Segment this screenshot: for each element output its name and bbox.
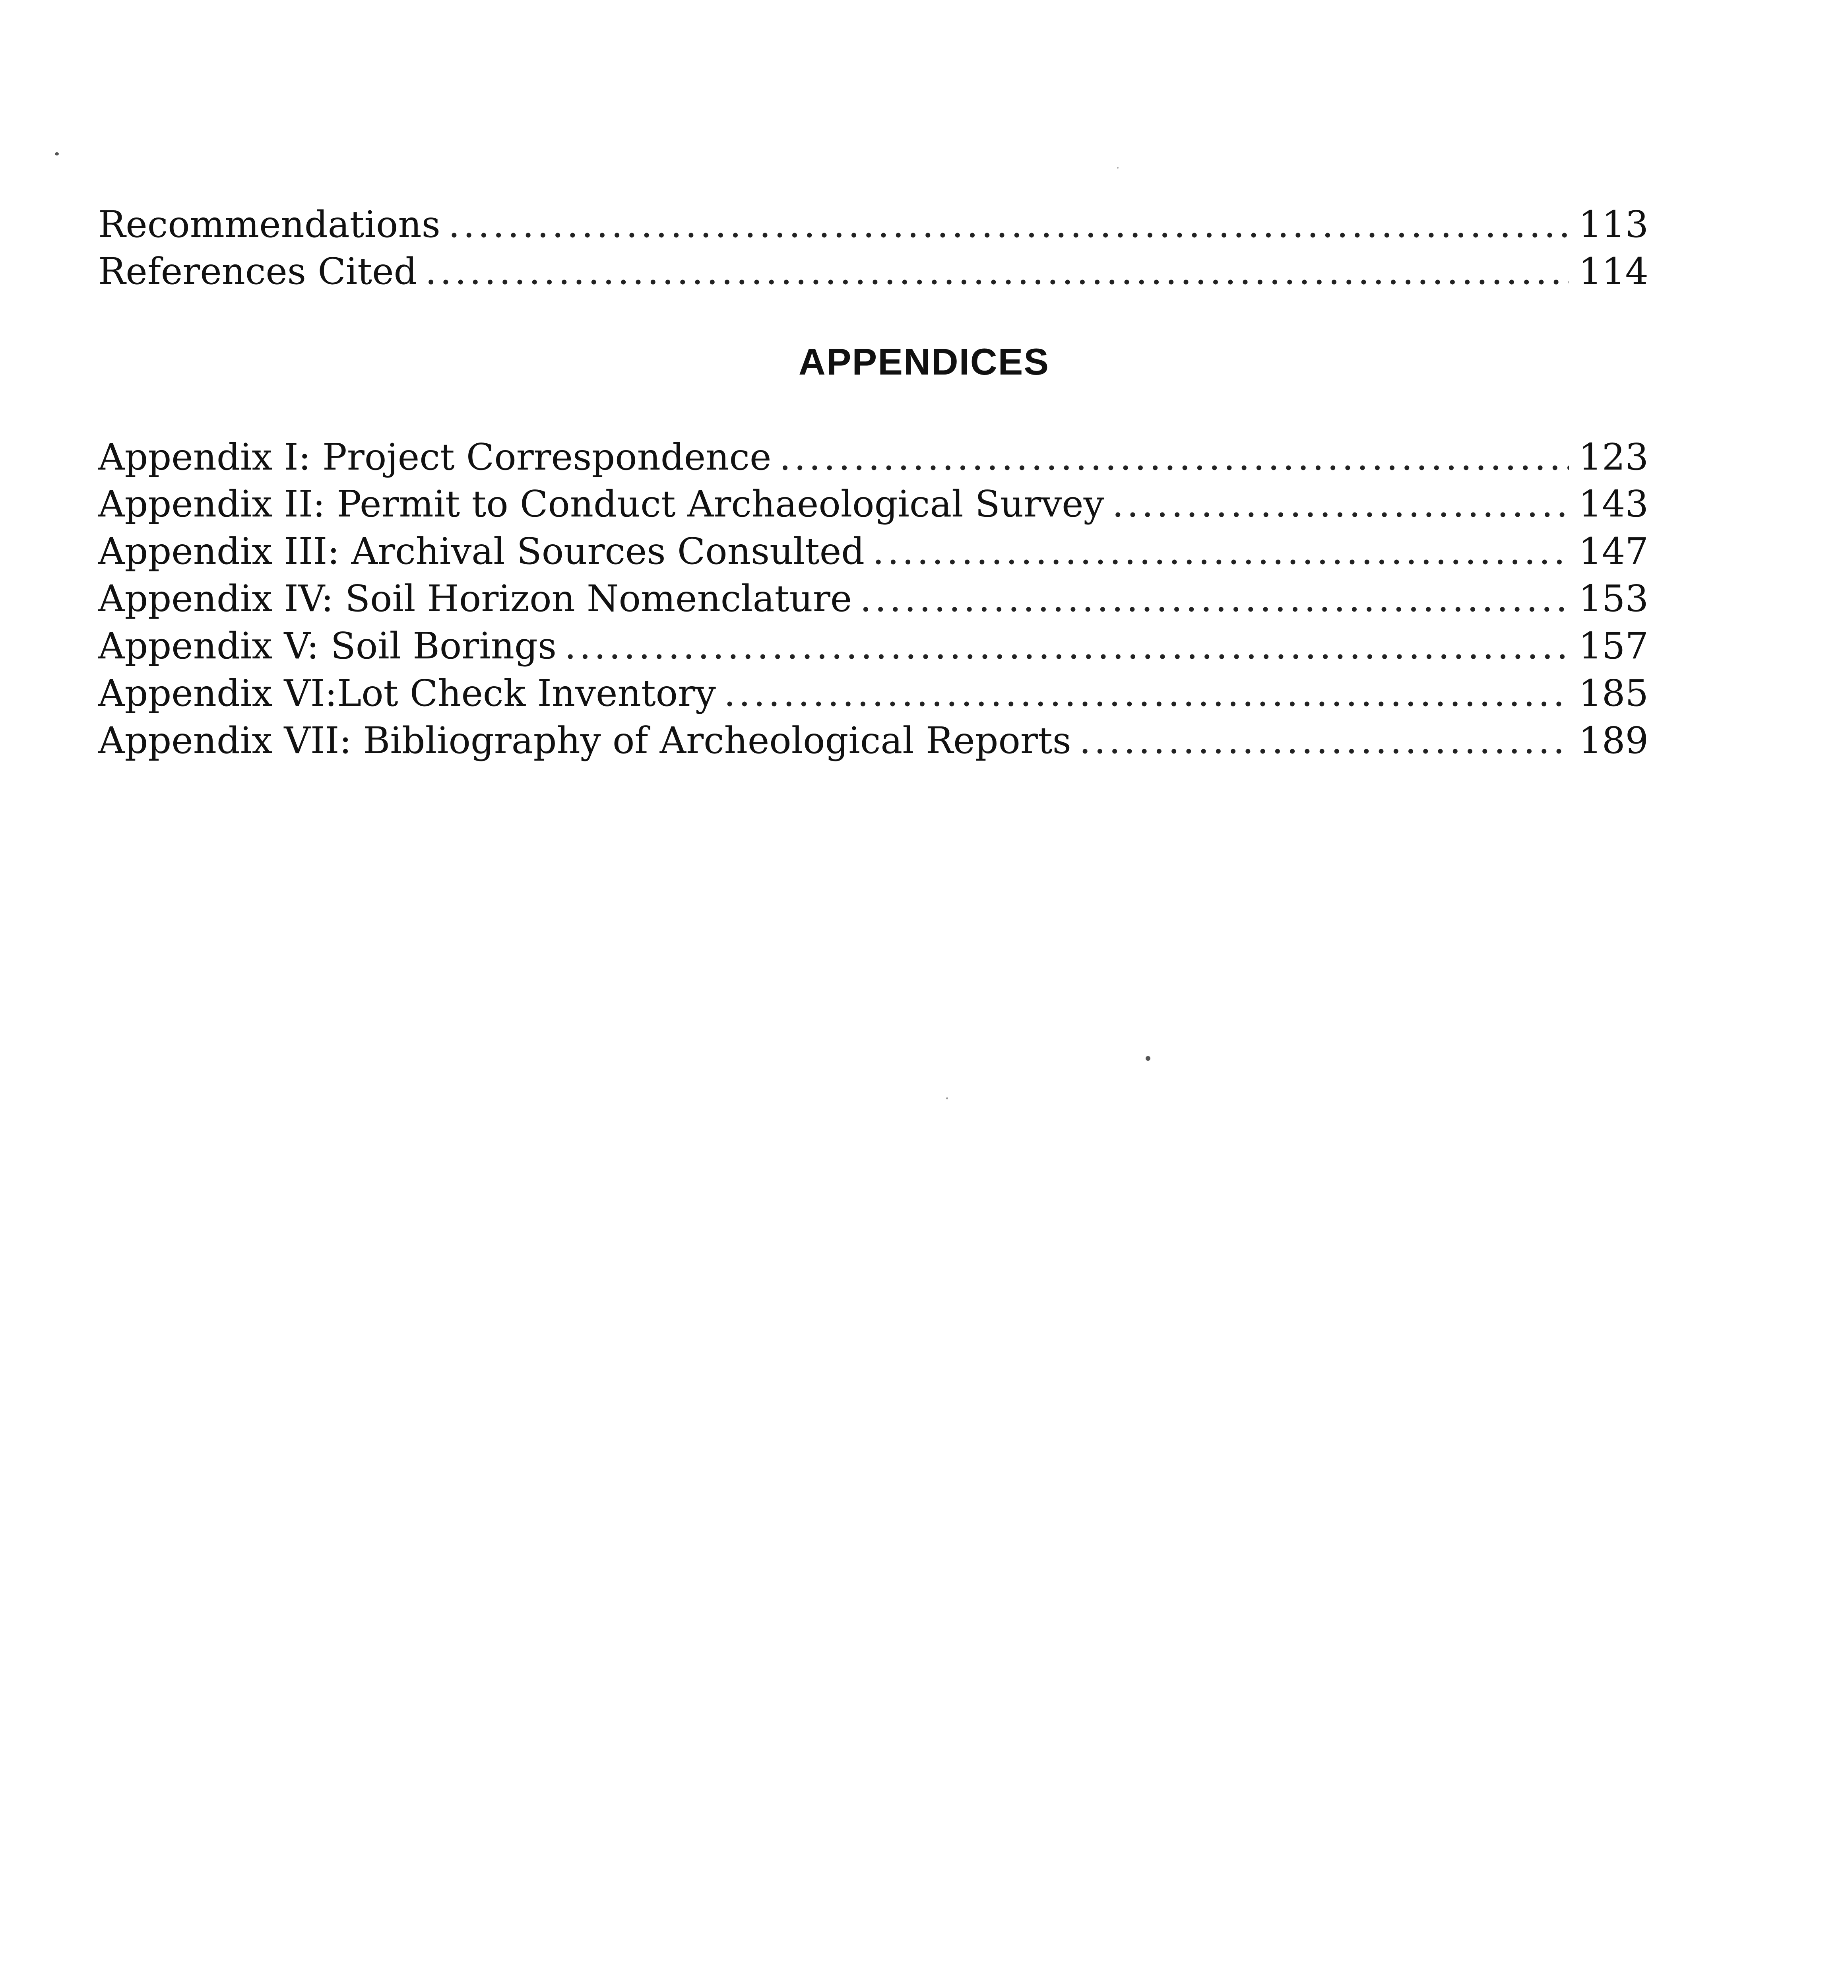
appendix-entry-vii xyxy=(98,717,1648,765)
toc-entry-title: Appendix IV: Soil Horizon Nomenclature xyxy=(98,577,852,620)
dot-leader xyxy=(564,622,1569,670)
dot-leader xyxy=(724,670,1569,717)
appendices-heading: APPENDICES xyxy=(798,341,1050,382)
toc-entry-page: 113 xyxy=(1578,203,1648,246)
toc-entry-page: 189 xyxy=(1578,719,1648,762)
toc-entry-recommendations xyxy=(98,201,1648,248)
dot-leader xyxy=(448,201,1569,248)
toc-entry-page: 185 xyxy=(1578,672,1648,714)
toc-entry-title: Appendix I: Project Correspondence xyxy=(98,436,772,478)
appendix-entry-ii xyxy=(98,480,1648,528)
toc-entry-page: 157 xyxy=(1578,625,1648,667)
appendix-entry-v xyxy=(98,622,1648,670)
toc-entry-title: Appendix II: Permit to Conduct Archaeological Survey xyxy=(98,483,1104,525)
appendix-entry-vi xyxy=(98,670,1648,717)
toc-entry-page: 153 xyxy=(1578,577,1648,620)
toc-entry-title: Recommendations xyxy=(98,203,440,246)
dot-leader xyxy=(860,575,1569,623)
toc-entry-references-cited xyxy=(98,248,1648,295)
dot-leader xyxy=(1079,717,1569,765)
dot-leader xyxy=(873,528,1569,575)
scan-speck xyxy=(1146,1056,1150,1061)
toc-entry-title: References Cited xyxy=(98,250,417,293)
toc-entry-title: Appendix VI:Lot Check Inventory xyxy=(98,672,716,714)
dot-leader xyxy=(1112,480,1569,528)
dot-leader xyxy=(425,248,1569,295)
scan-speck xyxy=(55,152,59,155)
toc-entry-title: Appendix III: Archival Sources Consulted xyxy=(98,530,865,573)
appendix-entry-iv xyxy=(98,575,1648,623)
dot-leader xyxy=(779,433,1569,481)
toc-entry-page: 147 xyxy=(1578,530,1648,573)
toc-entry-page: 123 xyxy=(1578,436,1648,478)
appendix-entry-iii xyxy=(98,528,1648,575)
scan-speck xyxy=(1117,167,1119,169)
toc-entry-page: 143 xyxy=(1578,483,1648,525)
scan-speck xyxy=(946,1097,948,1099)
toc-entry-title: Appendix VII: Bibliography of Archeological Reports xyxy=(98,719,1072,762)
appendix-entry-i xyxy=(98,433,1648,481)
toc-entry-page: 114 xyxy=(1578,250,1648,293)
toc-entry-title: Appendix V: Soil Borings xyxy=(98,625,557,667)
